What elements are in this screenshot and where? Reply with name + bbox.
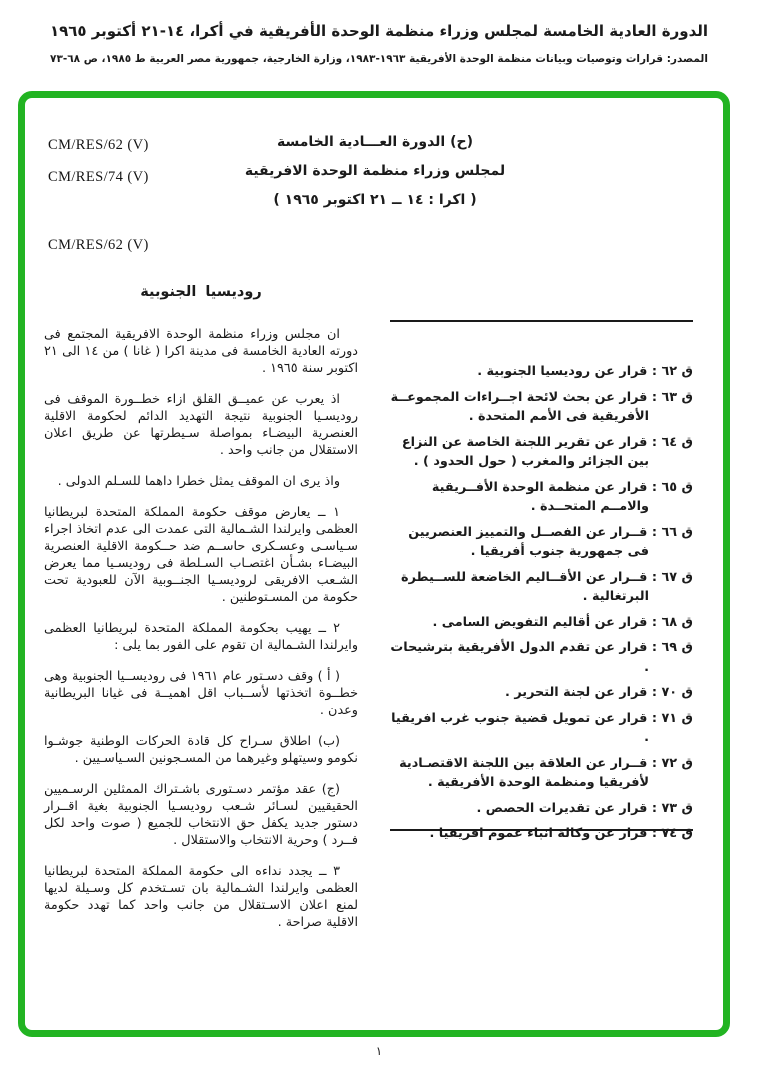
resolution-paragraph: ٣ ــ يجدد نداءه الى حكومة المملكة المتحدة لبريطانيا العظمى وايرلندا الشـمالية بان تسـتخدم كل وسـيلة لديها لمنع اعلان الاسـتقلال من جانب واحد كما تهدد حكومة الاقلية صراحة . [44, 864, 358, 930]
resolution-index-text: قرار عن تقرير اللجنة الخاصة عن النزاع بين الجزائر والمغرب ( حول الحدود ) . [401, 434, 649, 469]
document-header-title: الدورة العادية الخامسة لمجلس وزراء منظمة الوحدة الأفريقية في أكرا، ١٤-٢١ أكتوبر ١٩٦٥ [49, 22, 709, 40]
resolution-index-text: قــرار عن الأقــاليم الخاضعة للســيطرة البرتغالية . [401, 569, 649, 604]
resolution-index-text: قرار عن وكالة انباء عموم افريقيا . [429, 826, 648, 841]
resolution-index-text: قرار عن أقاليم التفويض السامى . [432, 614, 648, 630]
resolution-index-item [390, 388, 693, 427]
document-source-line: المصدر: قرارات وتوصيات وبيانات منظمة الوحدة الأفريقية ١٩٦٣-١٩٨٣، وزارة الخارجية، جمهورية مصر العربية ط ١٩٨٥، ص ٦٨-٧٣ [50, 53, 708, 65]
resolution-index-item [390, 799, 693, 819]
resolution-title: روديسيا الجنوبية [140, 284, 262, 300]
resolution-body-column [44, 284, 358, 945]
resolution-index-text: قــرار عن العلاقة بين اللجنة الاقتصـادية لأفريقيا ومنظمة الوحدة الأفريقية . [399, 755, 649, 790]
resolution-paragraphs [44, 326, 358, 931]
resolution-paragraph: اذ يعرب عن عميــق القلق ازاء خطــورة الموقف فى روديسـيا الجنوبية نتيجة التهديد الدائم لحكومة الاقلية العنصرية البيضـاء بمواصلة سـيطرتها عن طريق اعلان الاستقلال من جانب واحد . [44, 392, 358, 458]
resolution-index-number: ق ٦٨ : [651, 614, 693, 630]
resolution-index-number: ق ٧٤ : [651, 826, 693, 841]
resolution-paragraph: (ج) عقد مؤتمر دسـتورى باشـتراك الممثلين الرسـميين الحقيقيين لسـائر شـعب روديسـيا الجنوبية بغية اقــرار دستور جديد يكفل حق الانتخاب للجميع ( صوت واحد لكل فــرد ) وحرية الانتخاب والاستقلال . [44, 782, 358, 848]
session-heading [230, 132, 520, 219]
resolution-paragraph: ان مجلس وزراء منظمة الوحدة الافريقية المجتمع فى دورته العادية الخامسة فى مدينة اكرا ( غانا ) من ١٤ الى ٢١ اكتوبر سنة ١٩٦٥ . [44, 327, 358, 376]
resolution-index-text: قرار عن روديسيا الجنوبية . [477, 364, 648, 379]
resolution-index-text: قرار عن بحث لائحة اجــراءات المجموعــة الأفريقية فى الأمم المتحدة . [390, 389, 649, 424]
resolution-index-item [390, 523, 693, 562]
resolution-paragraph: ٢ ــ يهيب بحكومة المملكة المتحدة لبريطانيا العظمى وايرلندا الشـمالية ان تقوم على الفور بما يلى : [44, 621, 358, 653]
resolution-index-text: قرار عن تمويل قضية جنوب غرب افريقيا . [391, 710, 649, 745]
resolution-index-item [390, 433, 693, 472]
resolution-index-item [390, 568, 693, 607]
resolution-index-text: قــرار عن الفصــل والتمييز العنصريين فى جمهورية جنوب أفريقيا . [408, 524, 649, 559]
resolution-index-number: ق ٦٦ : [651, 524, 693, 540]
resolution-paragraph: واذ يرى ان الموقف يمثل خطرا داهما للسـلم الدولى . [57, 474, 340, 489]
resolution-index-item [390, 824, 693, 844]
resolution-index-text: قرار عن تقدم الدول الأفريقية بترشيحات . [390, 640, 649, 675]
resolution-index-item [390, 709, 693, 748]
resolution-paragraph: (ب) اطلاق سـراح كل قادة الحركات الوطنية جوشـوا نكومو وسيتهلو وغيرهما من المسـجونين السـياسـيين . [44, 734, 358, 766]
resolution-ref-cm-res-62: CM/RES/62 (V) [48, 237, 149, 253]
session-heading-line3: ( اكرا : ١٤ ــ ٢١ اكتوبر ١٩٦٥ ) [273, 192, 477, 208]
resolution-index-text: قرار عن تقديرات الحصص . [476, 800, 648, 816]
session-heading-line1: (ح) الدورة العـــادية الخامسة [277, 134, 473, 150]
resolution-index-item [390, 362, 693, 382]
resolution-index-number: ق ٦٥ : [651, 479, 693, 495]
resolution-index-number: ق ٧٣ : [651, 800, 693, 816]
resolution-index-text: قرار عن لجنة التحرير . [505, 685, 648, 700]
ref-code-cm-res-74: CM/RES/74 (V) [48, 169, 149, 185]
resolution-index-number: ق ٧١ : [651, 710, 693, 726]
resolutions-index-list [390, 362, 693, 850]
ref-code-cm-res-62: CM/RES/62 (V) [48, 137, 149, 153]
resolution-index-number: ق ٦٧ : [651, 569, 693, 585]
resolution-index-item [390, 613, 693, 633]
index-bottom-rule [390, 829, 693, 831]
resolution-index-item [390, 478, 693, 517]
resolution-paragraph: ١ ــ يعارض موقف حكومة المملكة المتحدة لبريطانيا العظمى وايرلندا الشـمالية التى عمدت الى عدم اتخاذ اجراء سـياسـى وعسـكرى حاســم ضد حــكومة الاقلية العنصرية البيضـاء بشـأن اغتصـاب السـلطة فى روديسـيا مما يعرض الشـعب الافريقى لروديسـيا الجنــوبية الآن للعبودية تحت حكومة من المسـتوطنين . [44, 505, 358, 605]
resolution-index-number: ق ٧٢ : [651, 755, 693, 771]
resolution-paragraph: ( أ ) وقف دسـتور عام ١٩٦١ فى روديســيا الجنوبية وهى خطــوة اتخذتها لأســباب اقل اهميــة فى غيانا البريطانية وعدن . [44, 669, 358, 718]
resolution-index-item [390, 754, 693, 793]
resolution-index-number: ق ٦٣ : [651, 389, 693, 405]
resolution-index-item [390, 638, 693, 677]
resolution-index-number: ق ٦٤ : [651, 434, 693, 450]
resolutions-index-column [390, 320, 693, 841]
resolution-index-number: ق ٧٠ : [651, 685, 693, 700]
resolution-index-number: ق ٦٩ : [651, 640, 693, 655]
resolution-index-text: قرار عن منظمة الوحدة الأفــريقية والامــم المتحــدة . [431, 479, 649, 514]
resolution-index-item [390, 683, 693, 703]
session-heading-line2: لمجلس وزراء منظمة الوحدة الافريقية [244, 163, 506, 179]
page-number: ١ [375, 1044, 383, 1058]
index-top-rule [390, 320, 693, 322]
resolution-index-number: ق ٦٢ : [651, 364, 693, 379]
